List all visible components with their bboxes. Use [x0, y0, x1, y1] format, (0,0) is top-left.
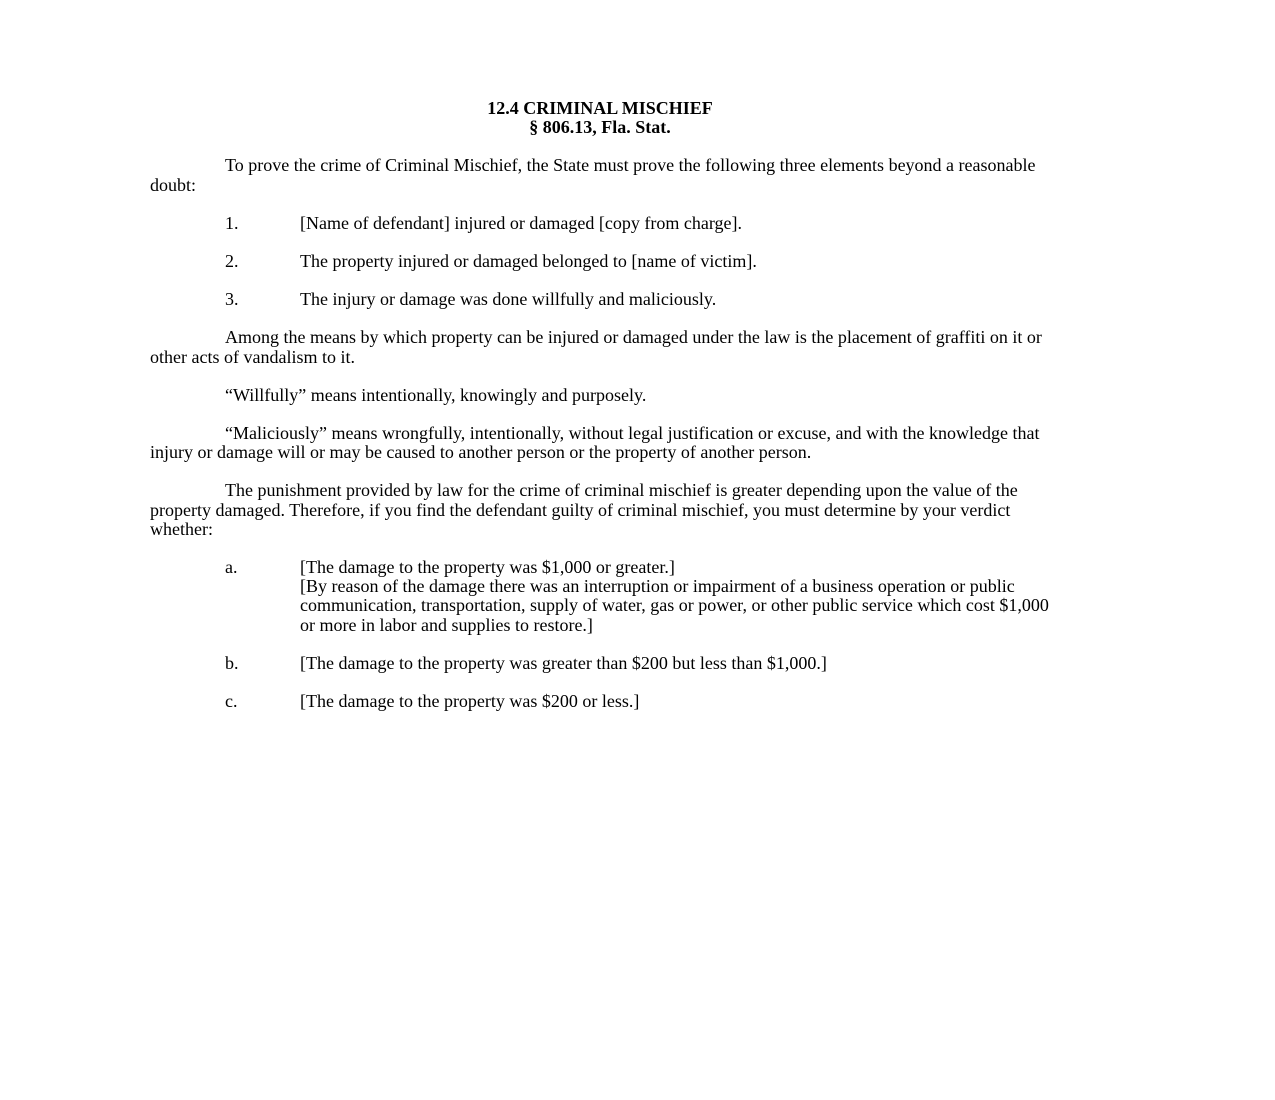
- element-item: [150, 252, 1050, 271]
- option-item: [150, 558, 1050, 635]
- option-item: [150, 654, 1050, 673]
- element-number: 2.: [225, 251, 239, 272]
- option-item: [150, 692, 1050, 711]
- option-letter: a.: [225, 557, 238, 578]
- element-number: 1.: [225, 212, 239, 233]
- means-paragraph: Among the means by which property can be injured or damaged under the law is the placement of graffiti on it or other acts of vandalism to it.: [150, 327, 1042, 367]
- intro-paragraph: To prove the crime of Criminal Mischief, the State must prove the following three elements beyond a reasonable doubt:: [150, 155, 1036, 195]
- element-item: [150, 214, 1050, 233]
- option-text: [The damage to the property was $200 or less.]: [300, 691, 640, 712]
- title-block: [150, 99, 1050, 137]
- page-title: 12.4 CRIMINAL MISCHIEF: [487, 98, 713, 118]
- statute-reference: § 806.13, Fla. Stat.: [529, 117, 671, 138]
- element-text: [Name of defendant] injured or damaged [copy from charge].: [300, 212, 742, 233]
- maliciously-definition: “Maliciously” means wrongfully, intentionally, without legal justification or excuse, and with the knowledge that injury or damage will or may be caused to another person or the property of another person.: [150, 423, 1040, 463]
- element-text: The property injured or damaged belonged to [name of victim].: [300, 251, 757, 272]
- option-text: [The damage to the property was $1,000 or greater.]: [300, 557, 675, 578]
- element-item: [150, 290, 1050, 309]
- willfully-definition: “Willfully” means intentionally, knowingly and purposely.: [225, 384, 647, 405]
- option-letter: c.: [225, 691, 238, 712]
- element-number: 3.: [225, 289, 239, 310]
- option-text: [The damage to the property was greater than $200 but less than $1,000.]: [300, 652, 827, 673]
- option-letter: b.: [225, 652, 239, 673]
- option-text-alternate: [By reason of the damage there was an interruption or impairment of a business operation or public communication, transportation, supply of water, gas or power, or other public service which cost $1,000 or more in labor and supplies to restore.]: [300, 576, 1049, 635]
- punishment-paragraph: The punishment provided by law for the crime of criminal mischief is greater depending upon the value of the property damaged. Therefore, if you find the defendant guilty of criminal mischief, you must determine by your verdict whether:: [150, 480, 1018, 539]
- document-page: [150, 99, 1050, 730]
- option-body: [300, 558, 1050, 635]
- element-text: The injury or damage was done willfully and maliciously.: [300, 289, 717, 310]
